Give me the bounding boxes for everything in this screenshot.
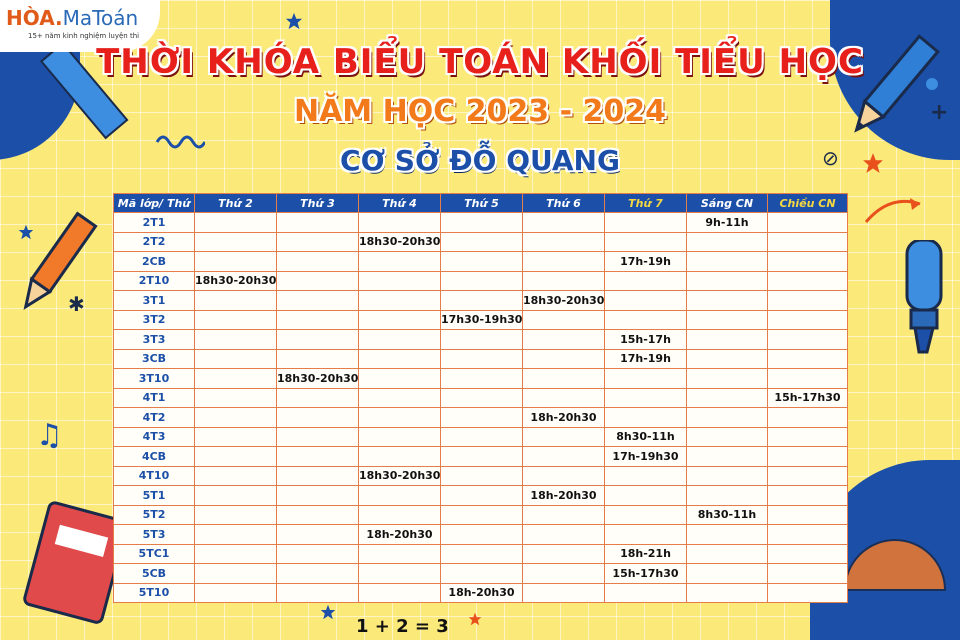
schedule-cell — [523, 252, 605, 272]
schedule-cell — [441, 427, 523, 447]
schedule-cell — [195, 486, 277, 506]
class-code-cell: 5T3 — [114, 525, 195, 545]
schedule-cell — [687, 486, 768, 506]
class-code-cell: 5T2 — [114, 505, 195, 525]
schedule-cell — [768, 369, 848, 389]
class-code-cell: 5T10 — [114, 583, 195, 603]
class-code-cell: 2T1 — [114, 213, 195, 233]
star-icon — [18, 224, 34, 240]
table-row — [114, 447, 848, 467]
schedule-cell — [687, 564, 768, 584]
schedule-cell — [768, 466, 848, 486]
column-header: Thứ 2 — [195, 194, 277, 213]
schedule-cell — [359, 564, 441, 584]
schedule-cell — [195, 564, 277, 584]
schedule-cell — [523, 369, 605, 389]
class-code-cell: 2T2 — [114, 232, 195, 252]
schedule-cell — [277, 486, 359, 506]
schedule-cell — [523, 466, 605, 486]
star-icon — [320, 604, 336, 620]
schedule-cell — [195, 310, 277, 330]
schedule-cell — [768, 564, 848, 584]
schedule-cell — [195, 388, 277, 408]
schedule-cell — [195, 505, 277, 525]
class-code-cell: 3T3 — [114, 330, 195, 350]
schedule-cell — [441, 252, 523, 272]
school-year: NĂM HỌC 2023 - 2024 — [293, 94, 667, 129]
table-row — [114, 466, 848, 486]
table-row — [114, 349, 848, 369]
schedule-cell — [359, 271, 441, 291]
table-row — [114, 583, 848, 603]
schedule-cell — [359, 388, 441, 408]
schedule-cell — [195, 291, 277, 311]
schedule-cell — [768, 252, 848, 272]
schedule-cell — [523, 330, 605, 350]
schedule-cell — [277, 427, 359, 447]
class-code-cell: 3T1 — [114, 291, 195, 311]
schedule-cell — [195, 213, 277, 233]
schedule-cell — [277, 564, 359, 584]
schedule-cell — [687, 330, 768, 350]
schedule-cell — [768, 330, 848, 350]
schedule-cell — [195, 369, 277, 389]
schedule-table — [113, 193, 848, 603]
class-code-cell: 2CB — [114, 252, 195, 272]
class-code-cell: 4T2 — [114, 408, 195, 428]
class-code-cell: 5T1 — [114, 486, 195, 506]
schedule-cell — [605, 310, 687, 330]
schedule-cell — [523, 525, 605, 545]
schedule-cell — [768, 213, 848, 233]
schedule-cell — [768, 544, 848, 564]
schedule-cell — [195, 525, 277, 545]
star-icon — [468, 612, 482, 626]
logo-brand-right: MaToán — [62, 6, 139, 30]
class-code-cell: 3CB — [114, 349, 195, 369]
schedule-cell — [195, 252, 277, 272]
schedule-cell — [687, 232, 768, 252]
schedule-cell — [523, 427, 605, 447]
schedule-cell — [195, 427, 277, 447]
schedule-cell — [687, 544, 768, 564]
schedule-cell — [441, 388, 523, 408]
schedule-cell — [605, 583, 687, 603]
class-code-cell: 4T1 — [114, 388, 195, 408]
asterisk-icon: ✱ — [68, 292, 85, 316]
schedule-cell: 18h30-20h30 — [277, 369, 359, 389]
schedule-cell: 18h-20h30 — [359, 525, 441, 545]
schedule-cell: 17h-19h30 — [605, 447, 687, 467]
table-row — [114, 427, 848, 447]
schedule-cell: 15h-17h — [605, 330, 687, 350]
schedule-cell: 8h30-11h — [605, 427, 687, 447]
schedule-cell — [277, 408, 359, 428]
class-code-cell: 5TC1 — [114, 544, 195, 564]
class-code-cell: 4T3 — [114, 427, 195, 447]
schedule-cell — [441, 349, 523, 369]
class-code-cell: 2T10 — [114, 271, 195, 291]
schedule-cell: 8h30-11h — [687, 505, 768, 525]
campus-name: CƠ SỞ ĐỖ QUANG — [340, 144, 620, 177]
page-title: THỜI KHÓA BIỂU TOÁN KHỐI TIỂU HỌC — [96, 42, 864, 82]
schedule-cell — [687, 408, 768, 428]
schedule-cell — [605, 486, 687, 506]
schedule-cell — [441, 408, 523, 428]
column-header: Thứ 4 — [359, 194, 441, 213]
schedule-cell — [523, 310, 605, 330]
schedule-cell — [441, 564, 523, 584]
schedule-cell — [441, 505, 523, 525]
schedule-cell — [768, 271, 848, 291]
schedule-cell — [441, 291, 523, 311]
class-code-cell: 3T10 — [114, 369, 195, 389]
schedule-cell — [441, 466, 523, 486]
table-row — [114, 232, 848, 252]
schedule-cell — [768, 232, 848, 252]
schedule-cell — [768, 427, 848, 447]
table-header-row — [114, 194, 848, 213]
class-code-cell: 3T2 — [114, 310, 195, 330]
schedule-cell — [687, 525, 768, 545]
schedule-cell — [523, 349, 605, 369]
schedule-cell — [359, 213, 441, 233]
column-header: Mã lớp/ Thứ — [114, 194, 195, 213]
schedule-cell — [441, 213, 523, 233]
schedule-cell — [195, 408, 277, 428]
schedule-cell — [687, 369, 768, 389]
table-row — [114, 486, 848, 506]
schedule-cell — [687, 271, 768, 291]
schedule-cell — [195, 466, 277, 486]
table-row — [114, 310, 848, 330]
schedule-cell — [277, 271, 359, 291]
schedule-cell — [277, 291, 359, 311]
schedule-cell: 18h30-20h30 — [359, 466, 441, 486]
schedule-cell — [768, 525, 848, 545]
schedule-cell — [523, 232, 605, 252]
table-row — [114, 505, 848, 525]
schedule-cell — [441, 330, 523, 350]
schedule-cell — [605, 369, 687, 389]
schedule-cell — [441, 486, 523, 506]
schedule-cell — [359, 408, 441, 428]
table-row — [114, 408, 848, 428]
class-code-cell: 4CB — [114, 447, 195, 467]
schedule-cell — [768, 349, 848, 369]
star-icon — [285, 12, 303, 30]
schedule-cell: 17h30-19h30 — [441, 310, 523, 330]
schedule-cell — [687, 310, 768, 330]
schedule-cell — [359, 252, 441, 272]
schedule-cell — [359, 369, 441, 389]
schedule-cell — [687, 466, 768, 486]
schedule-cell — [605, 291, 687, 311]
schedule-cell — [441, 369, 523, 389]
schedule-cell — [605, 388, 687, 408]
column-header: Sáng CN — [687, 194, 768, 213]
schedule-cell — [277, 525, 359, 545]
schedule-cell — [687, 349, 768, 369]
schedule-cell — [359, 427, 441, 447]
table-row — [114, 213, 848, 233]
paperclip-icon: ⊘ — [822, 146, 839, 170]
schedule-cell — [687, 447, 768, 467]
schedule-cell — [359, 486, 441, 506]
table-row — [114, 525, 848, 545]
schedule-cell — [359, 291, 441, 311]
schedule-cell — [687, 583, 768, 603]
schedule-cell — [441, 232, 523, 252]
schedule-cell — [768, 408, 848, 428]
schedule-cell — [523, 271, 605, 291]
schedule-cell: 17h-19h — [605, 252, 687, 272]
math-equation: 1 + 2 = 3 — [356, 616, 449, 637]
marker-icon — [895, 240, 955, 360]
column-header: Chiều CN — [768, 194, 848, 213]
schedule-cell — [605, 232, 687, 252]
table-row — [114, 369, 848, 389]
table-row — [114, 544, 848, 564]
schedule-cell — [195, 232, 277, 252]
table-row — [114, 330, 848, 350]
schedule-cell — [768, 583, 848, 603]
schedule-cell: 18h30-20h30 — [359, 232, 441, 252]
schedule-cell — [605, 271, 687, 291]
schedule-cell — [605, 525, 687, 545]
schedule-cell — [359, 310, 441, 330]
schedule-cell — [277, 505, 359, 525]
schedule-cell — [359, 330, 441, 350]
schedule-cell — [605, 213, 687, 233]
schedule-cell — [277, 232, 359, 252]
column-header: Thứ 3 — [277, 194, 359, 213]
table-row — [114, 564, 848, 584]
schedule-cell — [768, 310, 848, 330]
schedule-cell — [687, 252, 768, 272]
schedule-cell — [768, 505, 848, 525]
schedule-cell: 18h-20h30 — [441, 583, 523, 603]
schedule-cell — [277, 252, 359, 272]
schedule-cell: 17h-19h — [605, 349, 687, 369]
logo — [6, 6, 138, 30]
schedule-cell — [523, 564, 605, 584]
schedule-cell — [768, 447, 848, 467]
schedule-cell — [768, 291, 848, 311]
schedule-cell — [441, 271, 523, 291]
schedule-cell — [523, 213, 605, 233]
schedule-cell — [523, 544, 605, 564]
schedule-cell — [441, 525, 523, 545]
schedule-cell: 18h30-20h30 — [523, 291, 605, 311]
logo-brand-left: HÒA. — [6, 6, 63, 30]
schedule-cell — [359, 505, 441, 525]
protractor-icon — [840, 510, 950, 600]
class-code-cell: 5CB — [114, 564, 195, 584]
music-note-icon: ♫ — [36, 418, 63, 453]
schedule-cell — [359, 544, 441, 564]
schedule-cell — [768, 486, 848, 506]
schedule-cell — [277, 349, 359, 369]
schedule-cell — [195, 583, 277, 603]
schedule-cell — [523, 388, 605, 408]
schedule-cell — [687, 388, 768, 408]
schedule-cell — [605, 505, 687, 525]
schedule-cell: 18h-21h — [605, 544, 687, 564]
schedule-cell — [441, 544, 523, 564]
schedule-cell — [195, 447, 277, 467]
schedule-cell — [359, 447, 441, 467]
schedule-cell: 18h30-20h30 — [195, 271, 277, 291]
schedule-cell: 18h-20h30 — [523, 408, 605, 428]
schedule-cell — [195, 330, 277, 350]
schedule-cell — [277, 213, 359, 233]
schedule-cell — [277, 544, 359, 564]
schedule-cell — [687, 291, 768, 311]
table-row — [114, 271, 848, 291]
schedule-cell: 18h-20h30 — [523, 486, 605, 506]
table-row — [114, 388, 848, 408]
schedule-cell — [277, 310, 359, 330]
schedule-cell — [441, 447, 523, 467]
schedule-cell — [195, 544, 277, 564]
schedule-cell: 15h-17h30 — [605, 564, 687, 584]
column-header: Thứ 5 — [441, 194, 523, 213]
schedule-cell — [277, 388, 359, 408]
schedule-cell — [195, 349, 277, 369]
schedule-cell — [687, 427, 768, 447]
column-header: Thứ 6 — [523, 194, 605, 213]
schedule-cell — [605, 466, 687, 486]
plus-icon: + — [930, 100, 949, 125]
table-row — [114, 291, 848, 311]
schedule-cell: 15h-17h30 — [768, 388, 848, 408]
schedule-cell — [277, 583, 359, 603]
table-row — [114, 252, 848, 272]
schedule-cell — [277, 330, 359, 350]
schedule-cell — [277, 447, 359, 467]
schedule-cell: 9h-11h — [687, 213, 768, 233]
schedule-cell — [277, 466, 359, 486]
column-header: Thứ 7 — [605, 194, 687, 213]
schedule-cell — [605, 408, 687, 428]
schedule-cell — [359, 583, 441, 603]
schedule-cell — [359, 349, 441, 369]
arrow-icon — [862, 190, 926, 230]
class-code-cell: 4T10 — [114, 466, 195, 486]
logo-tagline: 15+ năm kinh nghiệm luyện thi — [28, 32, 140, 40]
schedule-cell — [523, 505, 605, 525]
schedule-cell — [523, 583, 605, 603]
schedule-cell — [523, 447, 605, 467]
